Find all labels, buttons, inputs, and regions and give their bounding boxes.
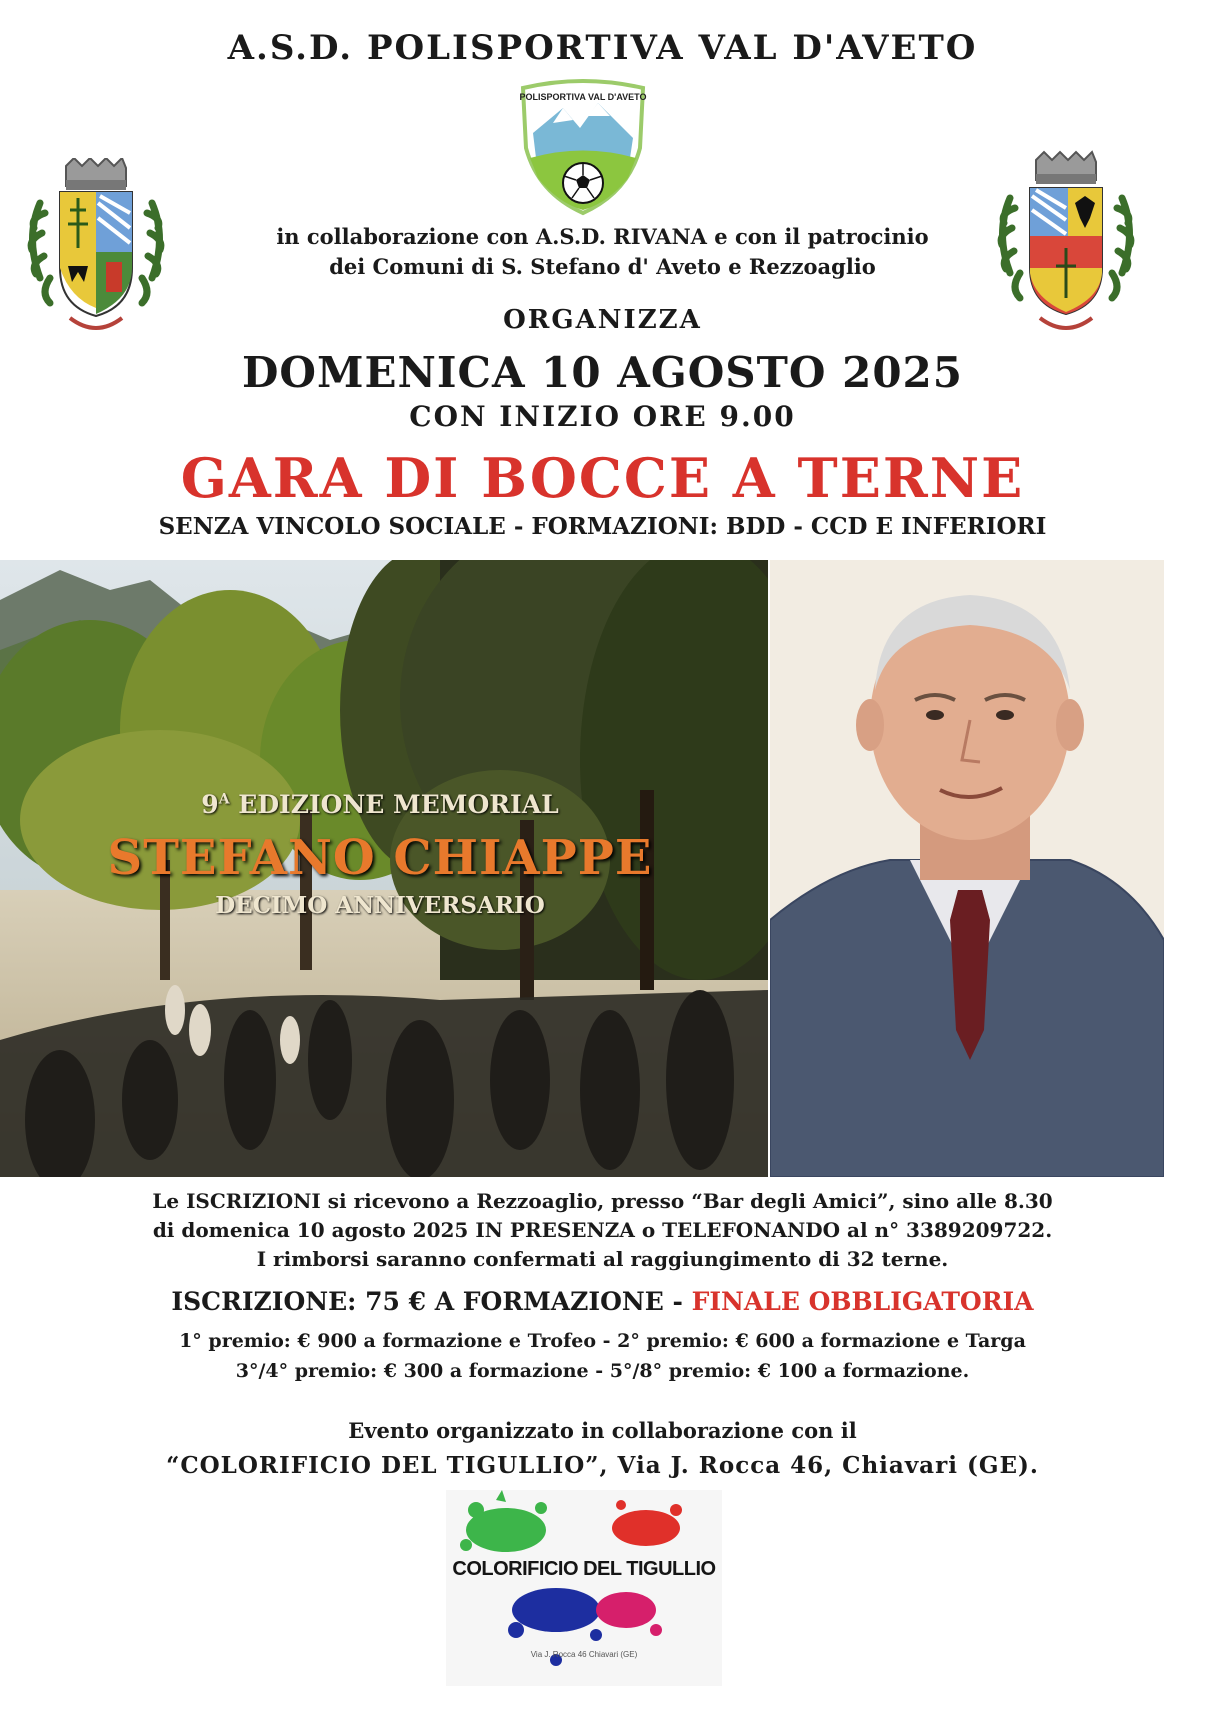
evento-line-1: Evento organizzato in collaborazione con il bbox=[348, 1418, 857, 1443]
prizes-line-2: 3°/4° premio: € 300 a formazione - 5°/8° premio: € 100 a formazione. bbox=[235, 1360, 970, 1382]
portrait-photo bbox=[770, 560, 1164, 1177]
memorial-edition-number: 9 bbox=[201, 790, 219, 819]
evento-line-2: “COLORIFICIO DEL TIGULLIO”, Via J. Rocca 46, Chiavari (GE). bbox=[166, 1452, 1039, 1479]
iscrizioni-line-1: Le ISCRIZIONI si ricevono a Rezzoaglio, presso “Bar degli Amici”, sino alle 8.30 bbox=[152, 1189, 1053, 1213]
fee-label: ISCRIZIONE: 75 € A FORMAZIONE - bbox=[171, 1287, 683, 1316]
club-logo bbox=[518, 78, 648, 218]
prizes-line-1: 1° premio: € 900 a formazione e Trofeo - 2° premio: € 600 a formazione e Targa bbox=[179, 1330, 1026, 1352]
fee-line bbox=[0, 1287, 1205, 1316]
event-time: CON INIZIO ORE 9.00 bbox=[409, 400, 796, 433]
memorial-edition-sup: A bbox=[218, 791, 230, 808]
sponsor-address: Via J. Rocca 46 Chiavari (GE) bbox=[530, 1650, 638, 1659]
sponsor-name: COLORIFICIO DEL TIGULLIO bbox=[452, 1558, 716, 1580]
event-title: GARA DI BOCCE A TERNE bbox=[180, 446, 1025, 510]
collaboration-line-2: dei Comuni di S. Stefano d' Aveto e Rezzoaglio bbox=[329, 254, 876, 279]
memorial-name: STEFANO CHIAPPE bbox=[107, 830, 653, 886]
finale-obbligatoria: FINALE OBBLIGATORIA bbox=[691, 1287, 1034, 1316]
club-logo-text: POLISPORTIVA VAL D'AVETO bbox=[519, 92, 647, 102]
memorial-edition bbox=[0, 790, 760, 819]
collaboration-text bbox=[0, 222, 1205, 282]
organizza-heading: ORGANIZZA bbox=[503, 305, 702, 335]
memorial-edition-text: EDIZIONE MEMORIAL bbox=[238, 790, 559, 819]
iscrizioni-line-2: di domenica 10 agosto 2025 IN PRESENZA o TELEFONANDO al n° 3389209722. bbox=[152, 1218, 1053, 1242]
organization-title: A.S.D. POLISPORTIVA VAL D'AVETO bbox=[227, 28, 978, 68]
formazioni-line: SENZA VINCOLO SOCIALE - FORMAZIONI: BDD - CCD E INFERIORI bbox=[158, 513, 1047, 540]
event-date: DOMENICA 10 AGOSTO 2025 bbox=[242, 348, 963, 397]
collaboration-line-1: in collaborazione con A.S.D. RIVANA e con il patrocinio bbox=[276, 224, 929, 249]
memorial-subtitle: DECIMO ANNIVERSARIO bbox=[215, 892, 545, 919]
iscrizioni-line-3: I rimborsi saranno confermati al raggiungimento di 32 terne. bbox=[256, 1247, 949, 1271]
